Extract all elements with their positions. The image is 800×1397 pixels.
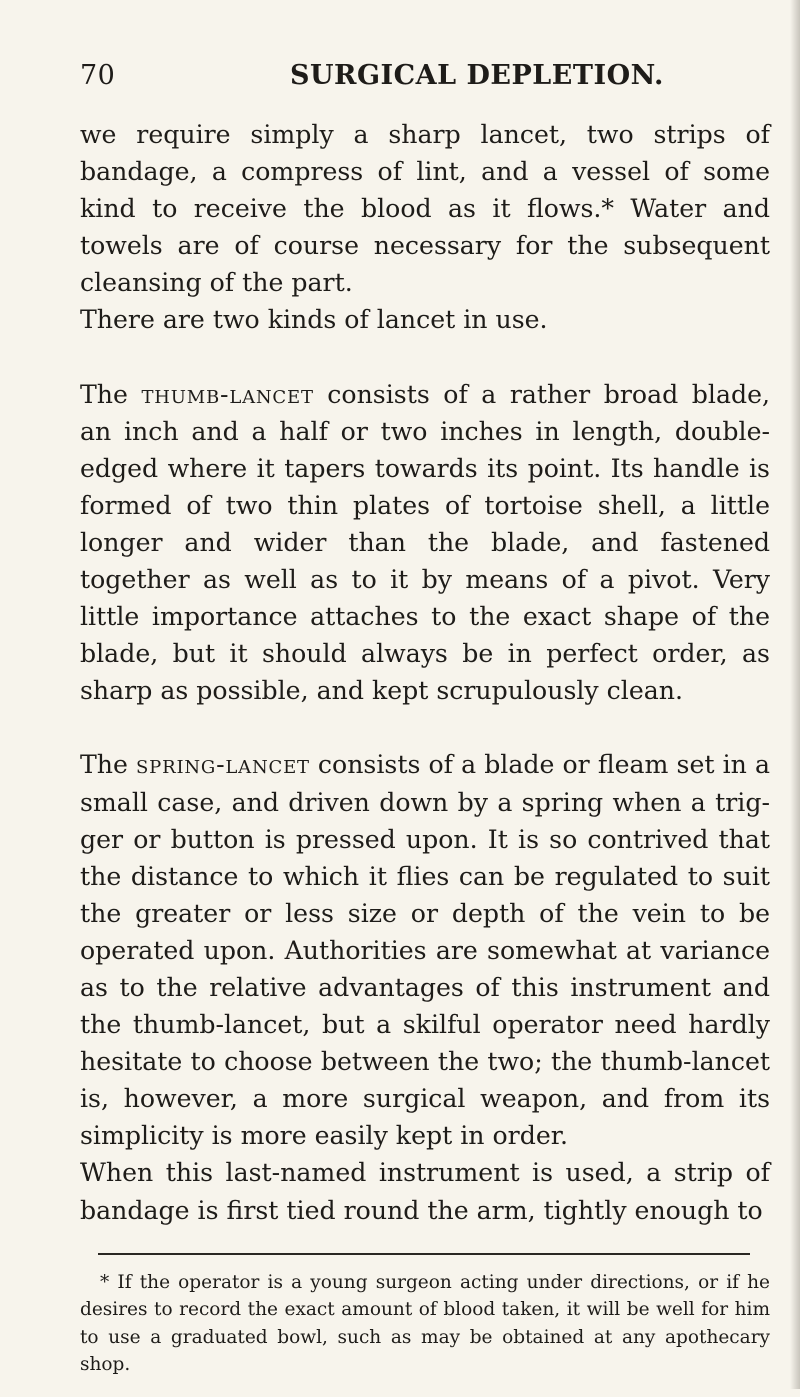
paragraph-thumb-lancet	[80, 376, 770, 710]
chapter-title: SURGICAL DEPLETION.	[290, 60, 664, 91]
spring-lancet-lead: The	[80, 750, 137, 780]
book-page	[80, 60, 770, 1397]
spring-lancet-term: spring-lancet	[136, 750, 310, 780]
page-edge-shadow	[790, 0, 800, 1389]
footnote-rule	[98, 1253, 750, 1255]
thumb-lancet-lead: The	[80, 379, 142, 409]
paragraph-continuation: we require simply a sharp lancet, two strips of bandage, a compress of lint, and a vessel of some kind to receive the blood as it flows.* Water and towels are of course necessary for the subsequent cleansing of the part.	[80, 120, 770, 298]
footnote: * If the operator is a young surgeon acting under directions, or if he desires to record the exact amount of blood taken, it will be well for him to use a graduated bowl, such as may be obtained at any apothecary shop.	[80, 1271, 770, 1376]
thumb-lancet-term: thumb-lancet	[141, 379, 314, 409]
spring-lancet-text: consists of a blade or fleam set in a small case, and driven down by a spring when a trigger or button is pressed upon. It is so contrived that the distance to which it flies can be regulated to suit the greater or less size or depth of the vein to be operated upon. Authorities are somewhat at variance as to the relative advantages of this instrument and the thumb-lancet, but a skilful operator need hardly hesitate to choose between the two; the thumb-lancet is, however, a more surgical weapon, and from its simplicity is more easily kept in order.	[80, 750, 771, 1151]
paragraph-lancet-kinds: There are two kinds of lancet in use.	[80, 305, 548, 335]
paragraph-procedure: When this last-named instrument is used, a strip of bandage is first tied round the arm, tightly enough to	[80, 1158, 770, 1225]
body-text	[80, 116, 770, 1229]
thumb-lancet-text: consists of a rather broad blade, an inch and a half or two inches in length, double-edged where it tapers towards its point. Its handle is formed of two thin plates of tortoise shell, a little longer and wider than the blade, and fastened together as well as to it by means of a pivot. Very little importance attaches to the exact shape of the blade, but it should always be in perfect order, as sharp as possible, and kept scrupulously clean.	[80, 379, 770, 706]
paragraph-spring-lancet	[80, 746, 770, 1154]
page-number: 70	[80, 60, 116, 91]
running-head	[80, 60, 770, 100]
